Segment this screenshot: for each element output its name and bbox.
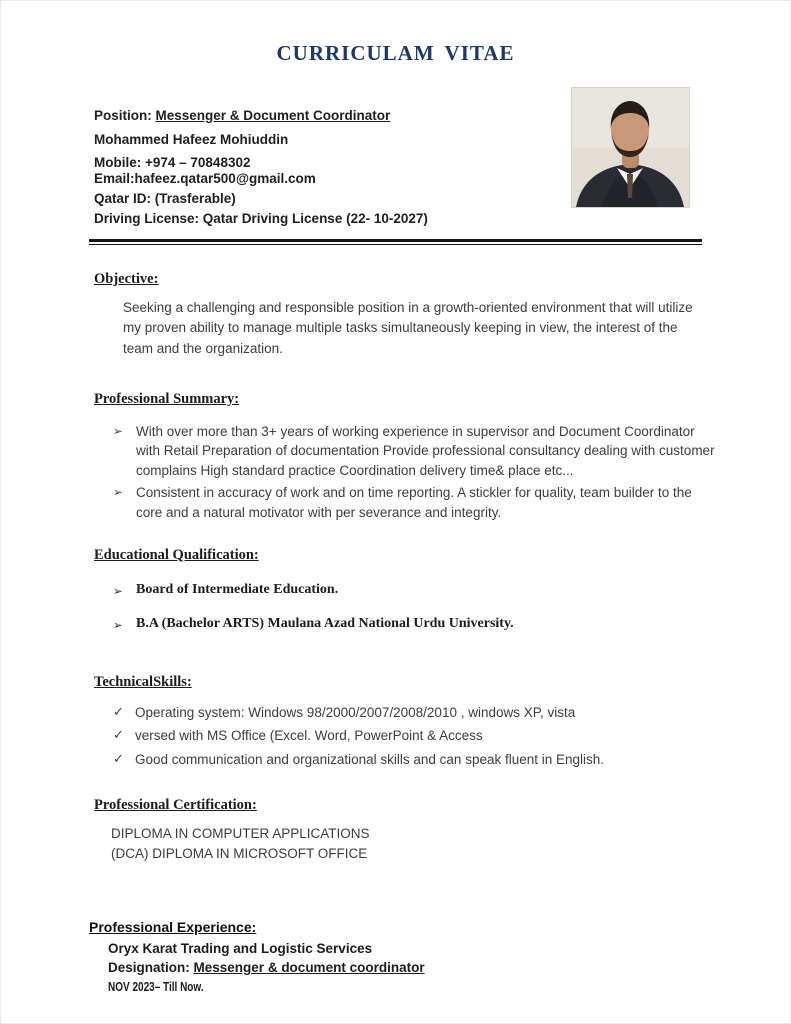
position-value: Messenger & Document Coordinator — [155, 108, 391, 123]
summary-item-text: With over more than 3+ years of working experience in supervisor and Document Coordinator with Retail Preparation of documentation Provide professional consultancy dealing with customer complains High standard practice Coordination delivery time& place etc... — [136, 423, 715, 478]
skill-item-text: Operating system: Windows 98/2000/2007/2008/2010 , windows XP, vista — [135, 704, 576, 720]
experience-period: NOV 2023– Till Now. — [108, 980, 204, 995]
qatar-id-line: Qatar ID: (Trasferable) — [94, 191, 236, 206]
summary-item — [113, 483, 720, 522]
skill-item-text: Good communication and organizational skills and can speak fluent in English. — [135, 751, 605, 767]
section-objective — [1, 271, 790, 359]
driving-license-line: Driving License: Qatar Driving License (22- 10-2027) — [94, 211, 428, 226]
arrow-bullet-icon: ➢ — [113, 487, 123, 500]
experience-heading: Professional Experience: — [89, 919, 257, 936]
education-item — [113, 582, 790, 598]
certification-heading: Professional Certification: — [94, 797, 257, 814]
section-education — [1, 547, 790, 632]
check-bullet-icon: ✓ — [113, 703, 124, 719]
education-item-text: B.A (Bachelor ARTS) Maulana Azad National Urdu University. — [136, 615, 514, 631]
education-item — [113, 616, 790, 632]
position-label: Position: — [94, 108, 152, 123]
skill-item — [113, 703, 720, 723]
certification-item: (DCA) DIPLOMA IN MICROSOFT OFFICE — [111, 846, 368, 862]
mobile-line: Mobile: +974 – 70848302 — [94, 155, 251, 170]
summary-item — [113, 422, 720, 481]
education-item-text: Board of Intermediate Education. — [136, 581, 339, 597]
designation-value: Messenger & document coordinator — [193, 960, 425, 976]
section-technical-skills — [1, 674, 790, 770]
profile-photo — [571, 87, 690, 208]
email-line: Email:hafeez.qatar500@gmail.com — [94, 171, 316, 186]
arrow-bullet-icon: ➢ — [113, 619, 123, 632]
check-bullet-icon: ✓ — [113, 727, 124, 743]
experience-period-line — [108, 979, 790, 994]
section-professional-summary — [1, 391, 790, 523]
certification-item: DIPLOMA IN COMPUTER APPLICATIONS — [111, 826, 370, 842]
section-certification — [1, 797, 790, 861]
arrow-bullet-icon: ➢ — [113, 425, 123, 438]
arrow-bullet-icon: ➢ — [113, 585, 123, 598]
experience-designation-line — [108, 960, 790, 975]
objective-heading: Objective: — [94, 271, 159, 287]
name-line: Mohammed Hafeez Mohiuddin — [94, 132, 289, 147]
designation-label: Designation: — [108, 960, 190, 976]
page-title: CURRICULAM VITAE — [276, 41, 515, 65]
skill-item-text: versed with MS Office (Excel. Word, PowerPoint & Access — [135, 728, 483, 744]
summary-item-text: Consistent in accuracy of work and on time reporting. A stickler for quality, team builder to the core and a natural motivator with per severance and integrity. — [136, 485, 692, 520]
profile-photo-image — [572, 88, 689, 207]
education-heading: Educational Qualification: — [94, 546, 259, 563]
skill-item — [113, 726, 720, 746]
header-divider — [89, 239, 702, 245]
check-bullet-icon: ✓ — [113, 750, 124, 766]
objective-text: Seeking a challenging and responsible position in a growth-oriented environment that will utilize my proven ability to manage multiple tasks simultaneously keeping in view, the interest of the team and the organization. — [123, 300, 693, 356]
skills-heading: TechnicalSkills: — [94, 673, 192, 690]
skill-item — [113, 750, 720, 770]
summary-heading: Professional Summary: — [94, 390, 240, 407]
section-experience — [1, 919, 790, 994]
experience-company: Oryx Karat Trading and Logistic Services — [108, 941, 373, 957]
